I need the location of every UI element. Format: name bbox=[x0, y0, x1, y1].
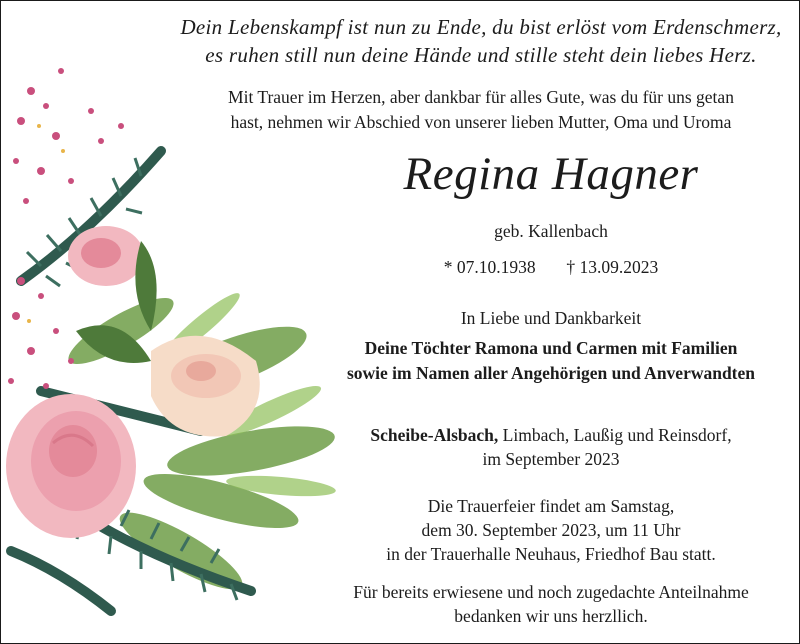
motto-line-2: es ruhen still nun deine Hände und stille steht dein liebes Herz. bbox=[205, 43, 757, 67]
place-line bbox=[301, 425, 800, 446]
death-date: † 13.09.2023 bbox=[566, 257, 659, 277]
intro-line-2: hast, nehmen wir Abschied von unserer lieben Mutter, Oma und Uroma bbox=[230, 112, 732, 132]
mourners-intro: In Liebe und Dankbarkeit bbox=[460, 308, 642, 328]
birth-date: * 07.10.1938 bbox=[443, 257, 536, 277]
intro-line-1: Mit Trauer im Herzen, aber dankbar für alles Gute, was du für uns getan bbox=[228, 87, 734, 107]
thanks-line-1: Für bereits erwiesene und noch zugedachte Anteilnahme bbox=[353, 582, 749, 602]
thanks-line-2: bedanken wir uns herzllich. bbox=[454, 606, 648, 626]
mourners-line-1: Deine Töchter Ramona und Carmen mit Familien bbox=[364, 338, 738, 358]
place-rest: Limbach, Laußig und Reinsdorf, bbox=[498, 425, 732, 445]
motto-line-1: Dein Lebenskampf ist nun zu Ende, du bist erlöst vom Erdenschmerz, bbox=[180, 15, 782, 39]
place-date: im September 2023 bbox=[482, 449, 620, 469]
funeral-line-1: Die Trauerfeier findet am Samstag, bbox=[427, 496, 675, 516]
life-dates bbox=[301, 257, 800, 278]
deceased-name: Regina Hagner bbox=[403, 148, 699, 200]
mourners-line-2: sowie im Namen aller Angehörigen und Anverwandten bbox=[346, 363, 756, 383]
maiden-name: geb. Kallenbach bbox=[494, 221, 608, 241]
funeral-line-3: in der Trauerhalle Neuhaus, Friedhof Bau statt. bbox=[386, 544, 716, 564]
funeral-line-2: dem 30. September 2023, um 11 Uhr bbox=[421, 520, 681, 540]
place-bold: Scheibe-Alsbach, bbox=[370, 425, 499, 445]
